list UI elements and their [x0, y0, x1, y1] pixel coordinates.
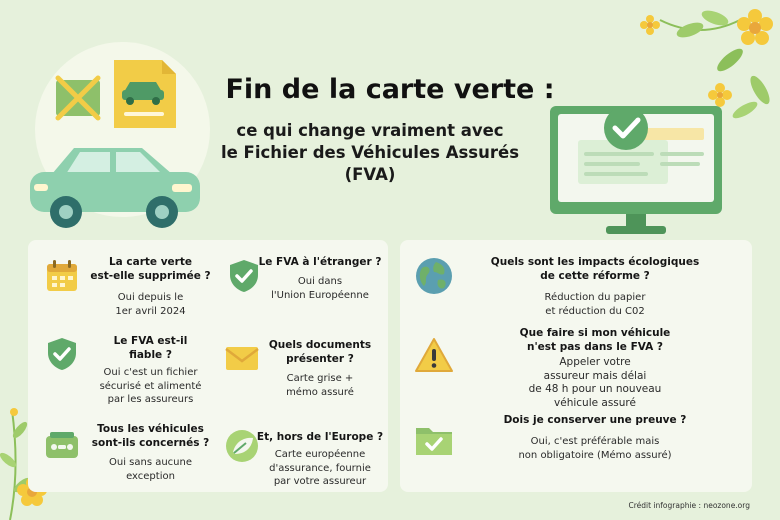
faq-question: La carte verte est-elle supprimée ? [90, 256, 211, 282]
faq-item-hors-europe [256, 430, 384, 489]
subtitle-line: le Fichier des Véhicules Assurés [220, 143, 520, 162]
faq-item-documents [256, 338, 384, 399]
faq-answer: Carte européenne d'assurance, fournie par votre assureur [269, 449, 371, 487]
faq-item-conserver-preuve [470, 413, 720, 462]
faq-question: Que faire si mon véhicule n'est pas dans le FVA ? [519, 327, 671, 353]
faq-question: Dois je conserver une preuve ? [503, 414, 687, 426]
car-check-icon [44, 428, 80, 464]
faq-item-vehicule-absent [470, 326, 720, 410]
leaf-icon [224, 428, 260, 464]
faq-answer: Oui dans l'Union Européenne [271, 276, 369, 301]
page-subtitle [170, 120, 570, 186]
faq-answer: Appeler votre assureur mais délai de 48 h pour un nouveau véhicule assuré [528, 356, 662, 409]
faq-answer: Oui depuis le 1er avril 2024 [115, 292, 186, 317]
faq-item-card-supprimee [78, 255, 223, 318]
monitor-check-illustration [548, 100, 728, 240]
subtitle-line: (FVA) [344, 165, 396, 184]
faq-question: Quels documents présenter ? [268, 339, 372, 365]
folder-check-icon [414, 422, 454, 458]
faq-question: Et, hors de l'Europe ? [256, 431, 384, 443]
faq-item-fva-fiable [78, 334, 223, 407]
faq-question: Quels sont les impacts écologiques de cette réforme ? [490, 256, 700, 282]
envelope-icon [224, 340, 260, 376]
faq-answer: Carte grise + mémo assuré [286, 373, 354, 398]
faq-answer: Réduction du papier et réduction du C02 [544, 292, 646, 317]
calendar-icon [44, 258, 80, 294]
globe-icon [414, 256, 454, 296]
shield-check-icon [44, 336, 80, 372]
faq-question: Le FVA est-il fiable ? [113, 335, 188, 361]
faq-answer: Oui, c'est préférable mais non obligatoire (Mémo assuré) [518, 436, 672, 461]
faq-answer: Oui c'est un fichier sécurisé et alimenté par les assureurs [99, 367, 202, 405]
crossed-green-card-icon [52, 72, 104, 124]
faq-answer: Oui sans aucune exception [108, 457, 193, 482]
subtitle-line: ce qui change vraiment avec [236, 121, 504, 140]
faq-question: Le FVA à l'étranger ? [258, 256, 382, 268]
page-title: Fin de la carte verte : [225, 74, 555, 105]
faq-item-fva-etranger [256, 255, 384, 302]
faq-item-vehicules-concernes [78, 422, 223, 483]
faq-question: Tous les véhicules sont-ils concernés ? [91, 423, 210, 449]
image-credit: Crédit infographie : neozone.org [628, 501, 750, 510]
faq-item-impacts-ecologiques [470, 255, 720, 318]
warning-icon [414, 336, 454, 374]
